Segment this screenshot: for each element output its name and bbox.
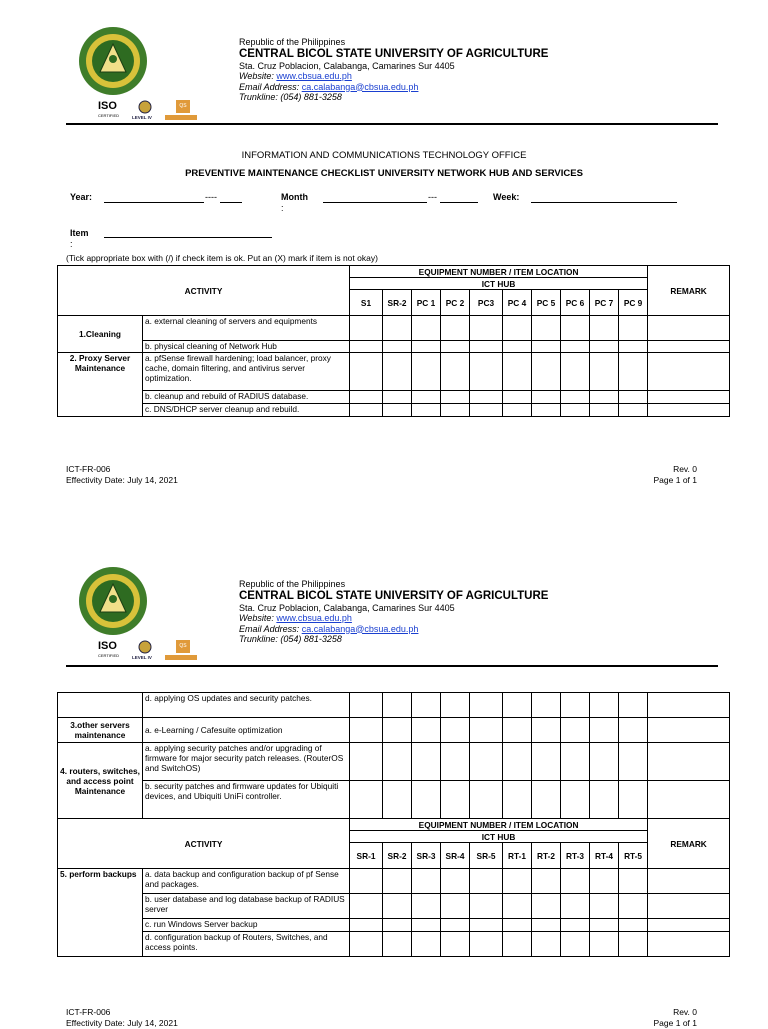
column-header: SR-3 (412, 843, 441, 869)
table-row (58, 341, 730, 353)
page2-footer-right (654, 1007, 697, 1029)
activity-group-name (58, 693, 143, 718)
activity-item: a. pfSense firewall hardening; load balancer, proxy cache, domain filtering, and antivirus server optimization. (143, 353, 350, 391)
check-cell[interactable] (619, 718, 648, 743)
check-cell[interactable] (350, 781, 383, 819)
check-cell[interactable] (503, 781, 532, 819)
check-cell[interactable] (619, 341, 648, 353)
check-cell[interactable] (350, 693, 383, 718)
check-cell[interactable] (441, 693, 470, 718)
column-header: S1 (350, 290, 383, 316)
check-cell[interactable] (590, 894, 619, 919)
email-label: Email Address: (239, 623, 300, 634)
check-cell[interactable] (441, 353, 470, 391)
table-row (58, 391, 730, 404)
equipment-header: EQUIPMENT NUMBER / ITEM LOCATION (350, 819, 648, 831)
column-header: PC 1 (412, 290, 441, 316)
activity-header: ACTIVITY (58, 266, 350, 316)
check-cell[interactable] (383, 391, 412, 404)
check-cell[interactable] (619, 404, 648, 417)
ict-hub-header: ICT HUB (350, 278, 648, 290)
check-cell[interactable] (383, 743, 412, 781)
page1-header (66, 26, 718, 120)
check-cell[interactable] (503, 316, 532, 341)
check-cell[interactable] (470, 391, 503, 404)
check-cell[interactable] (441, 894, 470, 919)
check-cell[interactable] (441, 919, 470, 932)
check-cell[interactable] (532, 781, 561, 819)
check-cell[interactable] (532, 391, 561, 404)
check-cell[interactable] (412, 743, 441, 781)
revision: Rev. 0 (673, 464, 697, 474)
month-label: Month (281, 192, 308, 202)
check-cell[interactable] (561, 316, 590, 341)
header-text (239, 37, 548, 103)
item-field[interactable] (104, 237, 272, 238)
table-row (58, 781, 730, 819)
checklist-table-1 (57, 265, 730, 417)
check-cell[interactable] (590, 391, 619, 404)
check-cell[interactable] (441, 341, 470, 353)
check-cell[interactable] (561, 932, 590, 957)
check-cell[interactable] (350, 316, 383, 341)
check-cell[interactable] (532, 404, 561, 417)
check-cell[interactable] (619, 316, 648, 341)
table-row (58, 316, 730, 341)
check-cell[interactable] (441, 781, 470, 819)
address-line: Sta. Cruz Poblacion, Calabanga, Camarines Sur 4405 (239, 60, 455, 71)
check-cell[interactable] (350, 894, 383, 919)
check-cell[interactable] (619, 932, 648, 957)
check-cell[interactable] (503, 869, 532, 894)
check-cell[interactable] (383, 341, 412, 353)
accreditation-medal-icon (138, 100, 152, 114)
page1-footer-left (66, 464, 178, 486)
check-cell[interactable] (412, 894, 441, 919)
check-cell[interactable] (470, 316, 503, 341)
month-colon: : (281, 203, 284, 213)
month-dash: --- (428, 192, 437, 202)
level-badge-label: LEVEL IV (132, 655, 152, 660)
check-cell[interactable] (350, 869, 383, 894)
column-header: PC 4 (503, 290, 532, 316)
check-cell[interactable] (561, 781, 590, 819)
month-field-suffix[interactable] (440, 202, 478, 203)
check-cell[interactable] (383, 894, 412, 919)
year-dash: ---- (205, 192, 217, 202)
check-cell[interactable] (412, 316, 441, 341)
check-cell[interactable] (470, 353, 503, 391)
trunkline: Trunkline: (054) 881-3258 (239, 634, 342, 644)
check-cell[interactable] (383, 404, 412, 417)
check-cell[interactable] (590, 869, 619, 894)
remark-cell[interactable] (648, 919, 730, 932)
check-cell[interactable] (470, 932, 503, 957)
remark-cell[interactable] (648, 693, 730, 718)
check-cell[interactable] (619, 869, 648, 894)
column-header: RT-4 (590, 843, 619, 869)
check-cell[interactable] (532, 693, 561, 718)
page-number: Page 1 of 1 (653, 475, 697, 485)
iso-certified-label: CERTIFIED (98, 653, 120, 658)
check-cell[interactable] (412, 693, 441, 718)
month-field[interactable] (323, 202, 427, 203)
check-cell[interactable] (470, 781, 503, 819)
check-cell[interactable] (470, 743, 503, 781)
qs-stars-icon (165, 655, 197, 660)
check-cell[interactable] (532, 353, 561, 391)
column-header: RT-1 (503, 843, 532, 869)
check-cell[interactable] (503, 932, 532, 957)
remark-cell[interactable] (648, 718, 730, 743)
iso-badge: ISO (98, 100, 117, 112)
check-cell[interactable] (561, 341, 590, 353)
activity-item: b. physical cleaning of Network Hub (143, 341, 350, 353)
email-label: Email Address: (239, 81, 300, 92)
column-header: RT-5 (619, 843, 648, 869)
check-cell[interactable] (503, 919, 532, 932)
table-row (58, 743, 730, 781)
activity-item: b. user database and log database backup of RADIUS server (143, 894, 350, 919)
check-cell[interactable] (350, 743, 383, 781)
qs-stars-icon (165, 115, 197, 120)
check-cell[interactable] (441, 932, 470, 957)
trunkline: Trunkline: (054) 881-3258 (239, 92, 342, 102)
check-cell[interactable] (383, 353, 412, 391)
check-cell[interactable] (561, 353, 590, 391)
activity-group-name: 3.other servers maintenance (58, 718, 143, 743)
check-cell[interactable] (350, 404, 383, 417)
check-cell[interactable] (590, 718, 619, 743)
activity-item: c. run Windows Server backup (143, 919, 350, 932)
check-cell[interactable] (412, 341, 441, 353)
column-header: PC 9 (619, 290, 648, 316)
check-cell[interactable] (383, 693, 412, 718)
email-link[interactable]: ca.calabanga@cbsua.edu.ph (301, 81, 419, 92)
check-cell[interactable] (532, 718, 561, 743)
check-cell[interactable] (441, 404, 470, 417)
check-cell[interactable] (470, 919, 503, 932)
ict-hub-header: ICT HUB (350, 831, 648, 843)
check-cell[interactable] (383, 718, 412, 743)
table-row (58, 869, 730, 894)
check-cell[interactable] (561, 894, 590, 919)
check-cell[interactable] (590, 341, 619, 353)
check-cell[interactable] (350, 919, 383, 932)
activity-item: a. applying security patches and/or upgrading of firmware for major security patch releases. (RouterOS and SwitchOS) (143, 743, 350, 781)
website-link[interactable]: www.cbsua.edu.ph (276, 613, 352, 623)
equipment-header: EQUIPMENT NUMBER / ITEM LOCATION (350, 266, 648, 278)
remark-cell[interactable] (648, 781, 730, 819)
check-cell[interactable] (503, 353, 532, 391)
check-cell[interactable] (532, 932, 561, 957)
check-cell[interactable] (412, 391, 441, 404)
form-title: PREVENTIVE MAINTENANCE CHECKLIST UNIVERSITY NETWORK HUB AND SERVICES (185, 168, 583, 179)
check-cell[interactable] (383, 316, 412, 341)
activity-item: a. data backup and configuration backup of pf Sense and packages. (143, 869, 350, 894)
activity-group-name: 1.Cleaning (58, 316, 143, 353)
check-cell[interactable] (619, 743, 648, 781)
column-header: SR-4 (441, 843, 470, 869)
check-cell[interactable] (619, 693, 648, 718)
check-cell[interactable] (412, 869, 441, 894)
university-name: CENTRAL BICOL STATE UNIVERSITY OF AGRICULTURE (239, 589, 549, 602)
check-cell[interactable] (350, 341, 383, 353)
check-cell[interactable] (412, 353, 441, 391)
check-cell[interactable] (590, 404, 619, 417)
year-label: Year: (70, 192, 93, 202)
column-header: RT-3 (561, 843, 590, 869)
check-cell[interactable] (503, 341, 532, 353)
check-cell[interactable] (383, 869, 412, 894)
website-label: Website: (239, 613, 274, 623)
activity-group-name: 5. perform backups (58, 869, 143, 957)
column-header: RT-2 (532, 843, 561, 869)
check-cell[interactable] (561, 391, 590, 404)
column-header: SR-5 (470, 843, 503, 869)
page-number: Page 1 of 1 (653, 1018, 697, 1028)
activity-header: ACTIVITY (58, 819, 350, 869)
republic-line: Republic of the Philippines (239, 579, 346, 589)
effectivity-date: Effectivity Date: July 14, 2021 (66, 475, 178, 485)
remark-cell[interactable] (648, 869, 730, 894)
remark-header: REMARK (648, 266, 730, 316)
remark-cell[interactable] (648, 391, 730, 404)
republic-line: Republic of the Philippines (239, 37, 346, 47)
activity-group-name: 2. Proxy Server Maintenance (58, 353, 143, 417)
check-cell[interactable] (383, 932, 412, 957)
table-row (58, 894, 730, 919)
check-cell[interactable] (561, 919, 590, 932)
check-cell[interactable] (470, 869, 503, 894)
column-header: PC 2 (441, 290, 470, 316)
table-row (58, 932, 730, 957)
activity-item: c. DNS/DHCP server cleanup and rebuild. (143, 404, 350, 417)
column-header: PC 6 (561, 290, 590, 316)
iso-badge: ISO (98, 640, 117, 652)
address-line: Sta. Cruz Poblacion, Calabanga, Camarines Sur 4405 (239, 602, 455, 613)
header-divider (66, 123, 718, 125)
remark-cell[interactable] (648, 353, 730, 391)
check-cell[interactable] (619, 919, 648, 932)
column-header: SR-2 (383, 843, 412, 869)
check-cell[interactable] (503, 404, 532, 417)
check-cell[interactable] (590, 693, 619, 718)
check-cell[interactable] (619, 781, 648, 819)
check-cell[interactable] (383, 781, 412, 819)
check-cell[interactable] (590, 919, 619, 932)
activity-group-name: 4. routers, switches, and access point Maintenance (58, 743, 143, 819)
remark-cell[interactable] (648, 404, 730, 417)
remark-cell[interactable] (648, 894, 730, 919)
check-cell[interactable] (503, 743, 532, 781)
checklist-table-3 (57, 818, 730, 957)
checklist-table-2 (57, 692, 730, 819)
check-cell[interactable] (412, 932, 441, 957)
check-cell[interactable] (383, 919, 412, 932)
check-cell[interactable] (470, 894, 503, 919)
office-title: INFORMATION AND COMMUNICATIONS TECHNOLOGY OFFICE (241, 150, 527, 161)
check-cell[interactable] (590, 316, 619, 341)
check-cell[interactable] (350, 353, 383, 391)
iso-certified-label: CERTIFIED (98, 113, 120, 118)
check-cell[interactable] (441, 718, 470, 743)
column-header: PC3 (470, 290, 503, 316)
item-label: Item (70, 228, 89, 238)
check-cell[interactable] (350, 932, 383, 957)
qs-badge: QS (176, 100, 190, 113)
effectivity-date: Effectivity Date: July 14, 2021 (66, 1018, 178, 1028)
activity-item: b. security patches and firmware updates for Ubiquiti devices, and Ubiquiti UniFi controller. (143, 781, 350, 819)
check-cell[interactable] (503, 693, 532, 718)
table-row (58, 693, 730, 718)
table-row (58, 353, 730, 391)
check-cell[interactable] (561, 869, 590, 894)
check-cell[interactable] (470, 718, 503, 743)
accreditation-badges (98, 640, 208, 662)
check-cell[interactable] (619, 894, 648, 919)
check-cell[interactable] (561, 718, 590, 743)
check-cell[interactable] (503, 718, 532, 743)
item-colon: : (70, 239, 73, 249)
page2-footer-left (66, 1007, 178, 1029)
check-cell[interactable] (441, 743, 470, 781)
check-cell[interactable] (503, 894, 532, 919)
level-badge-label: LEVEL IV (132, 115, 152, 120)
column-header: SR-2 (383, 290, 412, 316)
check-cell[interactable] (561, 743, 590, 781)
check-cell[interactable] (590, 781, 619, 819)
check-cell[interactable] (350, 391, 383, 404)
remark-cell[interactable] (648, 743, 730, 781)
check-cell[interactable] (470, 404, 503, 417)
check-cell[interactable] (532, 316, 561, 341)
table-row (58, 404, 730, 417)
page1-footer-right (654, 464, 697, 486)
university-seal-logo (78, 26, 148, 96)
remark-header: REMARK (648, 819, 730, 869)
check-cell[interactable] (532, 743, 561, 781)
website-link[interactable]: www.cbsua.edu.ph (276, 71, 352, 81)
check-cell[interactable] (441, 316, 470, 341)
check-cell[interactable] (412, 718, 441, 743)
university-name: CENTRAL BICOL STATE UNIVERSITY OF AGRICULTURE (239, 47, 549, 60)
check-cell[interactable] (590, 743, 619, 781)
remark-cell[interactable] (648, 316, 730, 341)
website-label: Website: (239, 71, 274, 81)
year-field[interactable] (104, 202, 204, 203)
check-cell[interactable] (532, 341, 561, 353)
check-cell[interactable] (561, 693, 590, 718)
year-field-suffix[interactable] (220, 202, 242, 203)
check-cell[interactable] (441, 869, 470, 894)
header-divider (66, 665, 718, 667)
page2-header (66, 566, 718, 660)
activity-item: d. configuration backup of Routers, Switches, and access points. (143, 932, 350, 957)
check-cell[interactable] (441, 391, 470, 404)
check-cell[interactable] (412, 404, 441, 417)
activity-item: b. cleanup and rebuild of RADIUS database. (143, 391, 350, 404)
accreditation-badges (98, 100, 208, 122)
check-cell[interactable] (412, 919, 441, 932)
check-cell[interactable] (590, 932, 619, 957)
activity-item: a. e-Learning / Cafesuite optimization (143, 718, 350, 743)
form-code: ICT-FR-006 (66, 1007, 111, 1017)
table-row (58, 919, 730, 932)
university-seal-logo (78, 566, 148, 636)
check-cell[interactable] (412, 781, 441, 819)
column-header: PC 7 (590, 290, 619, 316)
check-cell[interactable] (532, 869, 561, 894)
qs-badge: QS (176, 640, 190, 653)
column-header: SR-1 (350, 843, 383, 869)
week-label: Week: (493, 192, 520, 202)
check-cell[interactable] (532, 919, 561, 932)
header-text (239, 579, 548, 645)
check-cell[interactable] (470, 341, 503, 353)
check-cell[interactable] (350, 718, 383, 743)
check-cell[interactable] (503, 391, 532, 404)
week-field[interactable] (531, 202, 677, 203)
instruction-text: (Tick appropriate box with (/) if check item is ok. Put an (X) mark if item is not okay) (66, 253, 378, 263)
revision: Rev. 0 (673, 1007, 697, 1017)
activity-item: a. external cleaning of servers and equipments (143, 316, 350, 341)
remark-cell[interactable] (648, 341, 730, 353)
check-cell[interactable] (619, 353, 648, 391)
check-cell[interactable] (561, 404, 590, 417)
check-cell[interactable] (470, 693, 503, 718)
remark-cell[interactable] (648, 932, 730, 957)
table-row (58, 718, 730, 743)
activity-item: d. applying OS updates and security patches. (143, 693, 350, 718)
check-cell[interactable] (590, 353, 619, 391)
email-link[interactable]: ca.calabanga@cbsua.edu.ph (301, 623, 419, 634)
check-cell[interactable] (532, 894, 561, 919)
accreditation-medal-icon (138, 640, 152, 654)
column-header: PC 5 (532, 290, 561, 316)
check-cell[interactable] (619, 391, 648, 404)
form-code: ICT-FR-006 (66, 464, 111, 474)
